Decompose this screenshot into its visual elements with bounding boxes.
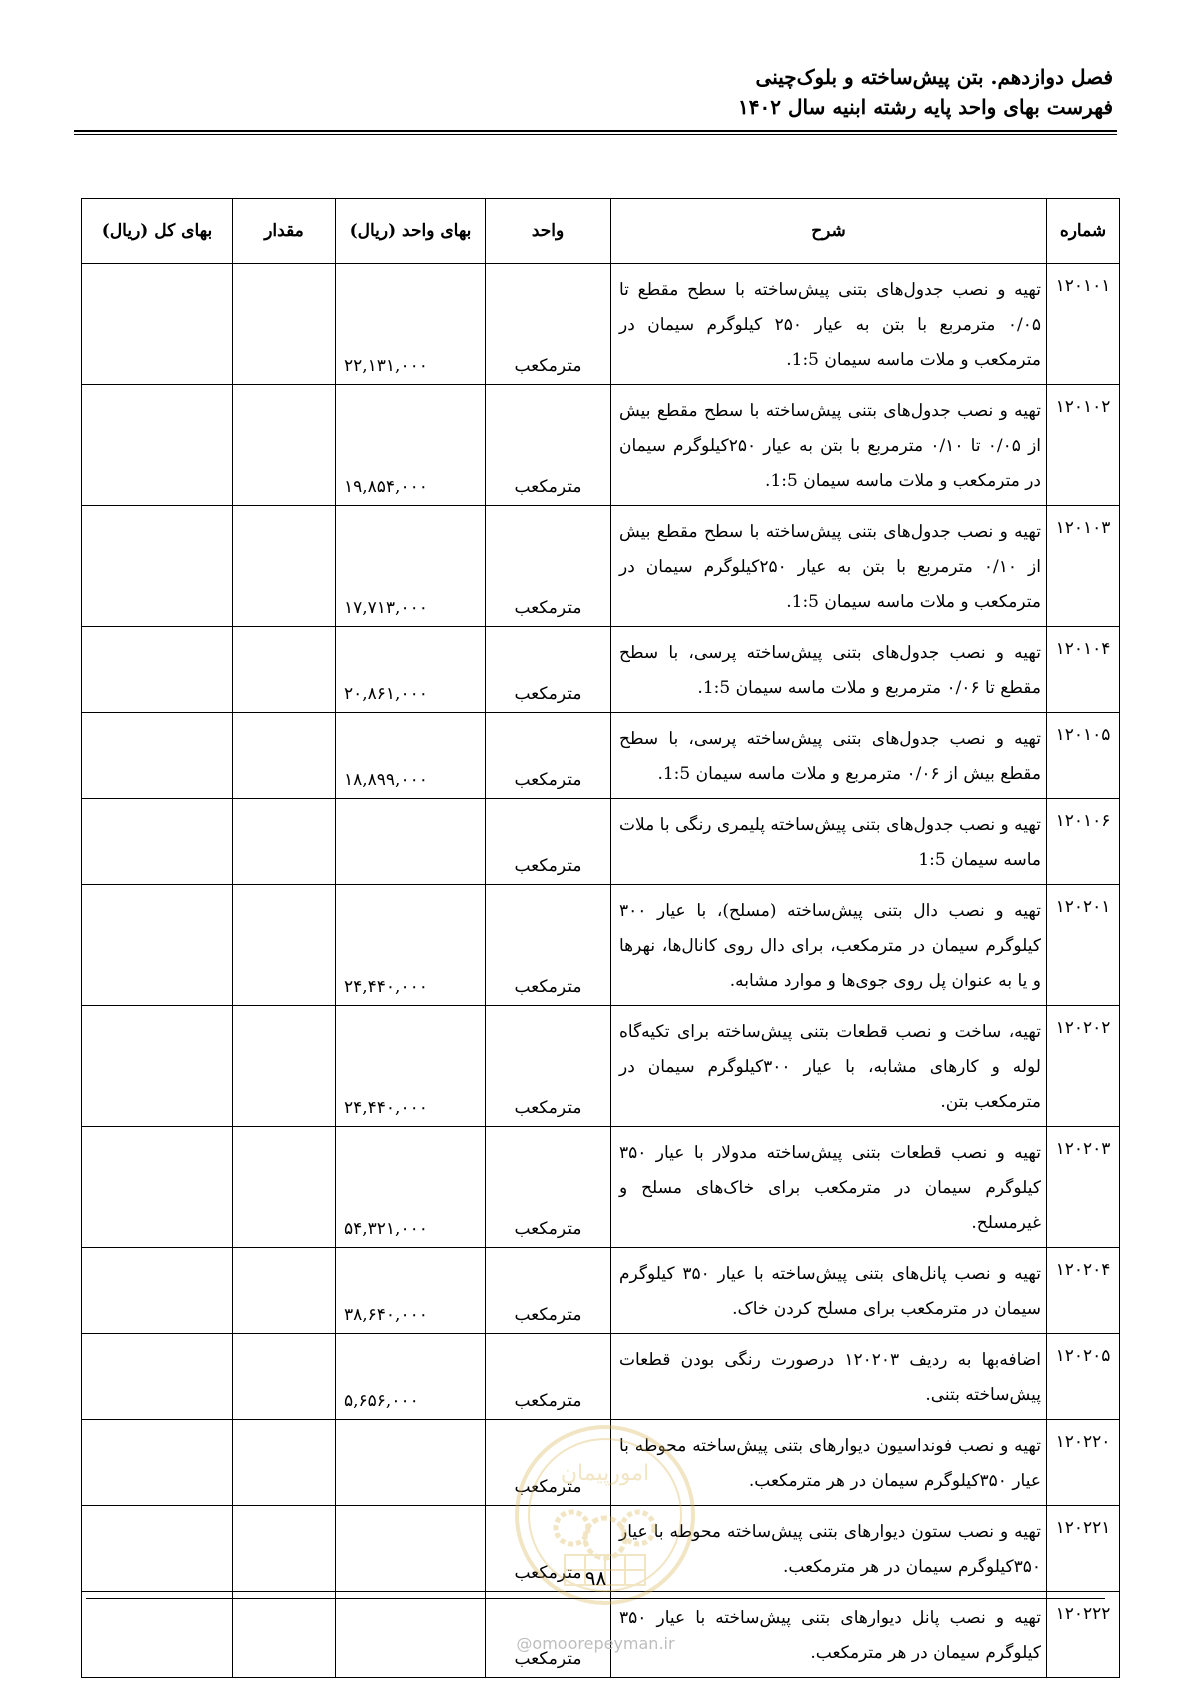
column-header-description: شرح xyxy=(611,199,1047,264)
chapter-title: فصل دوازدهم. بتن پیش‌ساخته و بلوک‌چینی xyxy=(755,65,1113,89)
column-header-code: شماره xyxy=(1047,199,1120,264)
row-quantity xyxy=(233,1248,336,1334)
row-code: ۱۲۰۲۰۲ xyxy=(1047,1006,1120,1127)
row-total-price xyxy=(82,1248,233,1334)
watermark-text: امورپیمان xyxy=(560,1461,650,1486)
row-description: تهیه و نصب پانل دیوارهای بتنی پیش‌ساخته با عیار ۳۵۰ کیلوگرم سیمان در هر مترمکعب. xyxy=(611,1592,1047,1678)
row-quantity xyxy=(233,1420,336,1506)
table-row xyxy=(82,264,1120,385)
row-description: تهیه و نصب جدول‌های بتنی پیش‌ساخته با سطح مقطع بیش از ۰/۰۵ تا ۰/۱۰ مترمربع با بتن به عیار ۲۵۰کیلوگرم سیمان در مترمکعب و ملات ماسه سیمان 1:5. xyxy=(611,385,1047,506)
row-unit: مترمکعب xyxy=(486,1506,611,1592)
row-description: تهیه و نصب قطعات بتنی پیش‌ساخته مدولار با عیار ۳۵۰ کیلوگرم سیمان در مترمکعب برای خاک‌های مسلح و غیرمسلح. xyxy=(611,1127,1047,1248)
row-description: تهیه و نصب جدول‌های بتنی پیش‌ساخته با سطح مقطع بیش از ۰/۱۰ مترمربع با بتن به عیار ۲۵۰کیلوگرم سیمان در مترمکعب و ملات ماسه سیمان 1:5. xyxy=(611,506,1047,627)
row-description: تهیه و نصب جدول‌های بتنی پیش‌ساخته با سطح مقطع تا ۰/۰۵ مترمربع با بتن به عیار ۲۵۰ کیلوگرم سیمان در مترمکعب و ملات ماسه سیمان 1:5. xyxy=(611,264,1047,385)
row-code: ۱۲۰۲۰۴ xyxy=(1047,1248,1120,1334)
price-list-table xyxy=(81,198,1120,1678)
page-number: ۹۸ xyxy=(584,1566,607,1590)
row-unit-price: ۲۴,۴۴۰,۰۰۰ xyxy=(336,885,486,1006)
row-total-price xyxy=(82,506,233,627)
row-quantity xyxy=(233,1334,336,1420)
row-unit-price: ۲۴,۴۴۰,۰۰۰ xyxy=(336,1006,486,1127)
header-rule-thin xyxy=(74,134,1117,135)
table-row xyxy=(82,627,1120,713)
row-unit-price: ۳۸,۶۴۰,۰۰۰ xyxy=(336,1248,486,1334)
row-total-price xyxy=(82,1127,233,1248)
row-unit: مترمکعب xyxy=(486,1006,611,1127)
row-unit: مترمکعب xyxy=(486,506,611,627)
row-code: ۱۲۰۱۰۴ xyxy=(1047,627,1120,713)
row-code: ۱۲۰۱۰۵ xyxy=(1047,713,1120,799)
row-total-price xyxy=(82,1334,233,1420)
page-header xyxy=(738,62,1113,122)
row-description: تهیه و نصب پانل‌های بتنی پیش‌ساخته با عیار ۳۵۰ کیلوگرم سیمان در مترمکعب برای مسلح کردن خاک. xyxy=(611,1248,1047,1334)
row-quantity xyxy=(233,506,336,627)
table-row xyxy=(82,1006,1120,1127)
table-row xyxy=(82,1420,1120,1506)
row-code: ۱۲۰۲۰۳ xyxy=(1047,1127,1120,1248)
row-quantity xyxy=(233,799,336,885)
website-watermark: @omoorepeyman.ir xyxy=(516,1634,675,1653)
row-unit: مترمکعب xyxy=(486,713,611,799)
table-row xyxy=(82,506,1120,627)
row-code: ۱۲۰۱۰۶ xyxy=(1047,799,1120,885)
table-row xyxy=(82,1127,1120,1248)
row-code: ۱۲۰۲۰۱ xyxy=(1047,885,1120,1006)
row-unit: مترمکعب xyxy=(486,885,611,1006)
row-unit: مترمکعب xyxy=(486,385,611,506)
row-unit: مترمکعب xyxy=(486,1127,611,1248)
header-rule xyxy=(74,130,1117,132)
row-quantity xyxy=(233,1006,336,1127)
row-unit: مترمکعب xyxy=(486,1420,611,1506)
row-description: اضافه‌بها به ردیف ۱۲۰۲۰۳ درصورت رنگی بودن قطعات پیش‌ساخته بتنی. xyxy=(611,1334,1047,1420)
table-row xyxy=(82,385,1120,506)
table-row xyxy=(82,713,1120,799)
row-quantity xyxy=(233,1127,336,1248)
row-total-price xyxy=(82,627,233,713)
row-quantity xyxy=(233,385,336,506)
row-code: ۱۲۰۱۰۳ xyxy=(1047,506,1120,627)
row-code: ۱۲۰۲۲۲ xyxy=(1047,1592,1120,1678)
row-description: تهیه، ساخت و نصب قطعات بتنی پیش‌ساخته برای تکیه‌گاه لوله و کارهای مشابه، با عیار ۳۰۰کیلوگرم سیمان در مترمکعب بتن. xyxy=(611,1006,1047,1127)
row-unit: مترمکعب xyxy=(486,627,611,713)
row-total-price xyxy=(82,713,233,799)
row-code: ۱۲۰۱۰۱ xyxy=(1047,264,1120,385)
row-unit: مترمکعب xyxy=(486,264,611,385)
row-unit: مترمکعب xyxy=(486,1248,611,1334)
table-header-row xyxy=(82,199,1120,264)
row-description: تهیه و نصب جدول‌های بتنی پیش‌ساخته پرسی، با سطح مقطع تا ۰/۰۶ مترمربع و ملات ماسه سیمان 1:5. xyxy=(611,627,1047,713)
row-description: تهیه و نصب ستون دیوارهای بتنی پیش‌ساخته محوطه با عیار ۳۵۰کیلوگرم سیمان در هر مترمکعب. xyxy=(611,1506,1047,1592)
row-unit-price: ۱۸,۸۹۹,۰۰۰ xyxy=(336,713,486,799)
column-header-unit: واحد xyxy=(486,199,611,264)
row-quantity xyxy=(233,627,336,713)
row-unit: مترمکعب xyxy=(486,1592,611,1678)
row-unit: مترمکعب xyxy=(486,799,611,885)
row-unit-price: ۲۲,۱۳۱,۰۰۰ xyxy=(336,264,486,385)
row-unit: مترمکعب xyxy=(486,1334,611,1420)
document-subtitle: فهرست بهای واحد پایه رشته ابنیه سال ۱۴۰۲ xyxy=(738,95,1113,119)
column-header-total-price: بهای کل (ریال) xyxy=(82,199,233,264)
row-unit-price: ۱۹,۸۵۴,۰۰۰ xyxy=(336,385,486,506)
row-description: تهیه و نصب جدول‌های بتنی پیش‌ساخته پلیمری رنگی با ملات ماسه سیمان 1:5 xyxy=(611,799,1047,885)
table-row xyxy=(82,1334,1120,1420)
row-total-price xyxy=(82,799,233,885)
row-code: ۱۲۰۱۰۲ xyxy=(1047,385,1120,506)
row-total-price xyxy=(82,1420,233,1506)
row-quantity xyxy=(233,885,336,1006)
row-description: تهیه و نصب جدول‌های بتنی پیش‌ساخته پرسی، با سطح مقطع بیش از ۰/۰۶ مترمربع و ملات ماسه سیمان 1:5. xyxy=(611,713,1047,799)
row-code: ۱۲۰۲۲۰ xyxy=(1047,1420,1120,1506)
row-unit-price: ۵۴,۳۲۱,۰۰۰ xyxy=(336,1127,486,1248)
row-description: تهیه و نصب فونداسیون دیوارهای بتنی پیش‌ساخته محوطه با عیار ۳۵۰کیلوگرم سیمان در هر مترمکعب. xyxy=(611,1420,1047,1506)
row-unit-price xyxy=(336,1420,486,1506)
row-description: تهیه و نصب دال بتنی پیش‌ساخته (مسلح)، با عیار ۳۰۰ کیلوگرم سیمان در مترمکعب، برای دال روی کانال‌ها، نهرها و یا به عنوان پل روی جوی‌ها و موارد مشابه. xyxy=(611,885,1047,1006)
row-code: ۱۲۰۲۰۵ xyxy=(1047,1334,1120,1420)
row-total-price xyxy=(82,885,233,1006)
row-unit-price: ۲۰,۸۶۱,۰۰۰ xyxy=(336,627,486,713)
footer-rule xyxy=(86,1598,1105,1599)
table-row xyxy=(82,1248,1120,1334)
row-unit-price xyxy=(336,799,486,885)
row-code: ۱۲۰۲۲۱ xyxy=(1047,1506,1120,1592)
table-row xyxy=(82,885,1120,1006)
table-row xyxy=(82,799,1120,885)
row-unit-price: ۵,۶۵۶,۰۰۰ xyxy=(336,1334,486,1420)
row-quantity xyxy=(233,713,336,799)
column-header-quantity: مقدار xyxy=(233,199,336,264)
row-unit-price: ۱۷,۷۱۳,۰۰۰ xyxy=(336,506,486,627)
row-total-price xyxy=(82,385,233,506)
row-quantity xyxy=(233,264,336,385)
row-total-price xyxy=(82,264,233,385)
row-total-price xyxy=(82,1006,233,1127)
column-header-unit-price: بهای واحد (ریال) xyxy=(336,199,486,264)
